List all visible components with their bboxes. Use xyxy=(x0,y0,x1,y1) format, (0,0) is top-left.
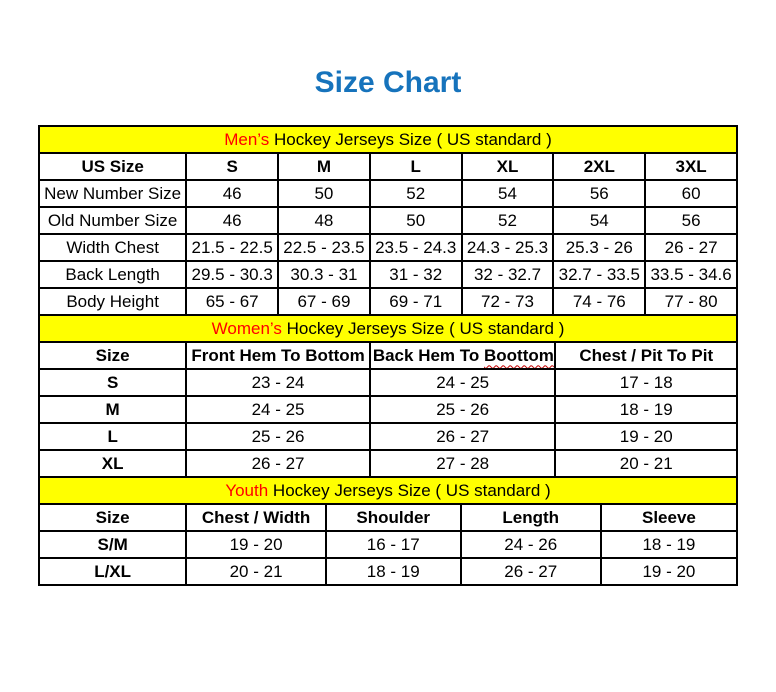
table-cell: 32.7 - 33.5 xyxy=(553,261,645,288)
row-label: L/XL xyxy=(39,558,186,585)
table-cell: 19 - 20 xyxy=(601,558,737,585)
womens-section-banner xyxy=(39,315,737,342)
table-cell: 60 xyxy=(645,180,737,207)
youth-header-row xyxy=(39,504,737,531)
youth-size-table xyxy=(38,476,738,586)
womens-banner-row xyxy=(39,315,737,342)
womens-size-table xyxy=(38,314,738,478)
row-label: S xyxy=(39,369,186,396)
table-row xyxy=(39,396,737,423)
column-header: S xyxy=(186,153,278,180)
table-cell: 24.3 - 25.3 xyxy=(462,234,554,261)
mens-size-table xyxy=(38,125,738,316)
table-cell: 31 - 32 xyxy=(370,261,462,288)
youth-banner-red-text: Youth xyxy=(225,480,269,500)
table-row xyxy=(39,531,737,558)
table-cell: 16 - 17 xyxy=(326,531,461,558)
mens-header-row xyxy=(39,153,737,180)
row-label: XL xyxy=(39,450,186,477)
mens-banner-row xyxy=(39,126,737,153)
table-cell: 26 - 27 xyxy=(461,558,601,585)
womens-header-row xyxy=(39,342,737,369)
mens-banner-rest-text: Hockey Jerseys Size ( US standard ) xyxy=(269,129,552,149)
table-cell: 33.5 - 34.6 xyxy=(645,261,737,288)
column-header-text: Back Hem To xyxy=(372,345,480,365)
table-cell: 52 xyxy=(370,180,462,207)
table-cell: 25 - 26 xyxy=(370,396,556,423)
column-header: Front Hem To Bottom xyxy=(186,342,370,369)
table-cell: 17 - 18 xyxy=(555,369,737,396)
table-cell: 27 - 28 xyxy=(370,450,556,477)
table-row xyxy=(39,423,737,450)
table-cell: 26 - 27 xyxy=(645,234,737,261)
table-cell: 19 - 20 xyxy=(186,531,326,558)
table-cell: 50 xyxy=(278,180,370,207)
table-cell: 23.5 - 24.3 xyxy=(370,234,462,261)
column-header: M xyxy=(278,153,370,180)
column-header: Length xyxy=(461,504,601,531)
table-cell: 50 xyxy=(370,207,462,234)
table-cell: 23 - 24 xyxy=(186,369,370,396)
table-cell: 54 xyxy=(553,207,645,234)
womens-banner-rest-text: Hockey Jerseys Size ( US standard ) xyxy=(281,318,565,338)
table-row xyxy=(39,180,737,207)
table-cell: 24 - 25 xyxy=(186,396,370,423)
mens-banner-red-text: Men’s xyxy=(224,129,270,149)
youth-banner-rest-text: Hockey Jerseys Size ( US standard ) xyxy=(268,480,551,500)
table-cell: 22.5 - 23.5 xyxy=(278,234,370,261)
table-cell: 69 - 71 xyxy=(370,288,462,315)
column-header: L xyxy=(370,153,462,180)
table-cell: 56 xyxy=(553,180,645,207)
table-cell: 29.5 - 30.3 xyxy=(186,261,278,288)
table-cell: 56 xyxy=(645,207,737,234)
row-label: Old Number Size xyxy=(39,207,186,234)
table-cell: 74 - 76 xyxy=(553,288,645,315)
table-cell: 19 - 20 xyxy=(555,423,737,450)
table-cell: 48 xyxy=(278,207,370,234)
table-row xyxy=(39,450,737,477)
column-header: Chest / Pit To Pit xyxy=(555,342,737,369)
table-cell: 20 - 21 xyxy=(555,450,737,477)
table-cell: 26 - 27 xyxy=(186,450,370,477)
table-cell: 18 - 19 xyxy=(555,396,737,423)
table-cell: 18 - 19 xyxy=(601,531,737,558)
table-cell: 18 - 19 xyxy=(326,558,461,585)
table-cell: 25 - 26 xyxy=(186,423,370,450)
row-label: New Number Size xyxy=(39,180,186,207)
table-cell: 77 - 80 xyxy=(645,288,737,315)
youth-section-banner xyxy=(39,477,737,504)
row-label: L xyxy=(39,423,186,450)
table-row xyxy=(39,369,737,396)
table-cell: 20 - 21 xyxy=(186,558,326,585)
column-header: US Size xyxy=(39,153,186,180)
table-cell: 65 - 67 xyxy=(186,288,278,315)
row-label: M xyxy=(39,396,186,423)
table-row xyxy=(39,261,737,288)
table-row xyxy=(39,288,737,315)
table-cell: 46 xyxy=(186,207,278,234)
table-cell: 21.5 - 22.5 xyxy=(186,234,278,261)
table-cell: 24 - 25 xyxy=(370,369,556,396)
row-label: Width Chest xyxy=(39,234,186,261)
table-cell: 26 - 27 xyxy=(370,423,556,450)
row-label: S/M xyxy=(39,531,186,558)
table-cell: 25.3 - 26 xyxy=(553,234,645,261)
column-header: Size xyxy=(39,342,186,369)
column-header: Chest / Width xyxy=(186,504,326,531)
table-row xyxy=(39,558,737,585)
table-cell: 67 - 69 xyxy=(278,288,370,315)
youth-banner-row xyxy=(39,477,737,504)
column-header: Sleeve xyxy=(601,504,737,531)
table-cell: 72 - 73 xyxy=(462,288,554,315)
row-label: Back Length xyxy=(39,261,186,288)
table-cell: 54 xyxy=(462,180,554,207)
table-row xyxy=(39,207,737,234)
table-cell: 32 - 32.7 xyxy=(462,261,554,288)
misspelled-word: Boottom xyxy=(484,345,554,365)
column-header: 3XL xyxy=(645,153,737,180)
table-cell: 24 - 26 xyxy=(461,531,601,558)
page-title: Size Chart xyxy=(314,66,462,99)
table-cell: 52 xyxy=(462,207,554,234)
womens-banner-red-text: Women’s xyxy=(211,318,282,338)
mens-section-banner xyxy=(39,126,737,153)
column-header: 2XL xyxy=(553,153,645,180)
column-header: Shoulder xyxy=(326,504,461,531)
row-label: Body Height xyxy=(39,288,186,315)
table-row xyxy=(39,234,737,261)
column-header: Size xyxy=(39,504,186,531)
table-cell: 46 xyxy=(186,180,278,207)
column-header: XL xyxy=(462,153,554,180)
column-header xyxy=(370,342,556,369)
table-cell: 30.3 - 31 xyxy=(278,261,370,288)
